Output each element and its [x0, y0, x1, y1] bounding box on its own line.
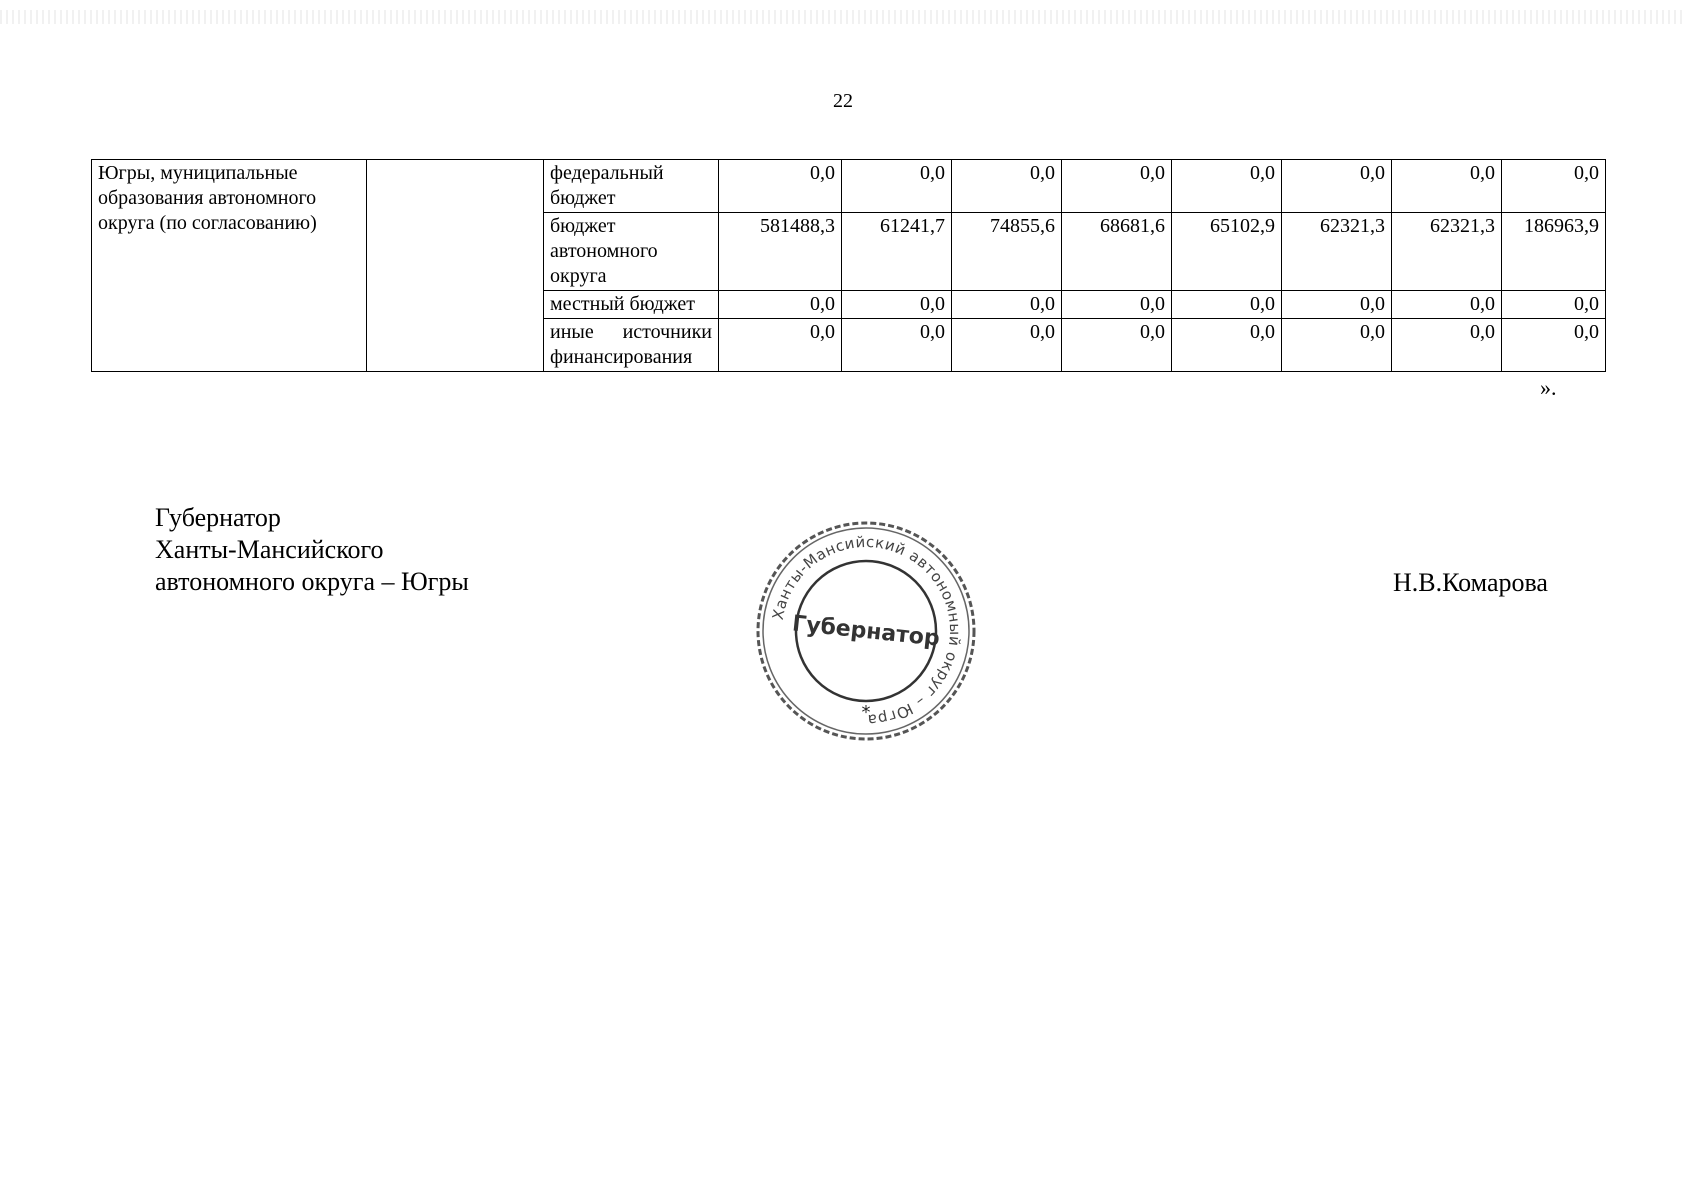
funding-source-cell: федеральный бюджет	[544, 160, 719, 213]
value-cell: 0,0	[1282, 319, 1392, 372]
value-cell: 0,0	[1282, 160, 1392, 213]
value-cell: 0,0	[1392, 319, 1502, 372]
value-cell: 0,0	[952, 160, 1062, 213]
value-cell: 0,0	[1502, 291, 1606, 319]
table-row	[92, 160, 1606, 213]
value-cell: 0,0	[1502, 160, 1606, 213]
value-cell: 0,0	[952, 291, 1062, 319]
signatory-title-line: Губернатор	[155, 503, 281, 532]
value-cell: 186963,9	[1502, 213, 1606, 291]
value-cell: 0,0	[1282, 291, 1392, 319]
value-cell: 0,0	[1062, 291, 1172, 319]
value-cell: 581488,3	[719, 213, 842, 291]
funding-source-cell: бюджет автономного округа	[544, 213, 719, 291]
value-cell: 0,0	[719, 319, 842, 372]
value-cell: 74855,6	[952, 213, 1062, 291]
value-cell: 0,0	[1062, 319, 1172, 372]
responsible-cell: Югры, муниципальные образования автономного округа (по согласованию)	[92, 160, 367, 372]
value-cell: 0,0	[1172, 291, 1282, 319]
signatory-title-line: автономного округа – Югры	[155, 567, 469, 596]
value-cell: 0,0	[719, 160, 842, 213]
value-cell: 0,0	[1172, 319, 1282, 372]
value-cell: 62321,3	[1392, 213, 1502, 291]
value-cell: 0,0	[1062, 160, 1172, 213]
seal-ring-text: Ханты-Мансийский автономный округ – Югра	[768, 532, 965, 730]
value-cell: 0,0	[1392, 160, 1502, 213]
value-cell: 0,0	[719, 291, 842, 319]
official-seal	[755, 520, 977, 742]
scan-edge-artifact	[0, 10, 1686, 24]
closing-quote: ».	[1540, 375, 1557, 400]
value-cell: 61241,7	[842, 213, 952, 291]
value-cell: 65102,9	[1172, 213, 1282, 291]
value-cell: 0,0	[952, 319, 1062, 372]
funding-source-cell: иные источники финансирования	[544, 319, 719, 372]
value-cell: 0,0	[842, 319, 952, 372]
budget-table	[91, 159, 1606, 372]
value-cell: 62321,3	[1282, 213, 1392, 291]
value-cell: 0,0	[842, 291, 952, 319]
value-cell: 0,0	[1392, 291, 1502, 319]
value-cell: 0,0	[1502, 319, 1606, 372]
value-cell: 0,0	[842, 160, 952, 213]
empty-cell	[367, 160, 544, 372]
value-cell: 0,0	[1172, 160, 1282, 213]
seal-center-text: Губернатор	[791, 611, 941, 652]
seal-star: *	[861, 702, 871, 723]
signatory-title	[155, 502, 469, 598]
value-cell: 68681,6	[1062, 213, 1172, 291]
page-number: 22	[833, 90, 853, 112]
signatory-name: Н.В.Комарова	[1393, 568, 1548, 597]
funding-source-cell: местный бюджет	[544, 291, 719, 319]
signatory-title-line: Ханты-Мансийского	[155, 535, 384, 564]
